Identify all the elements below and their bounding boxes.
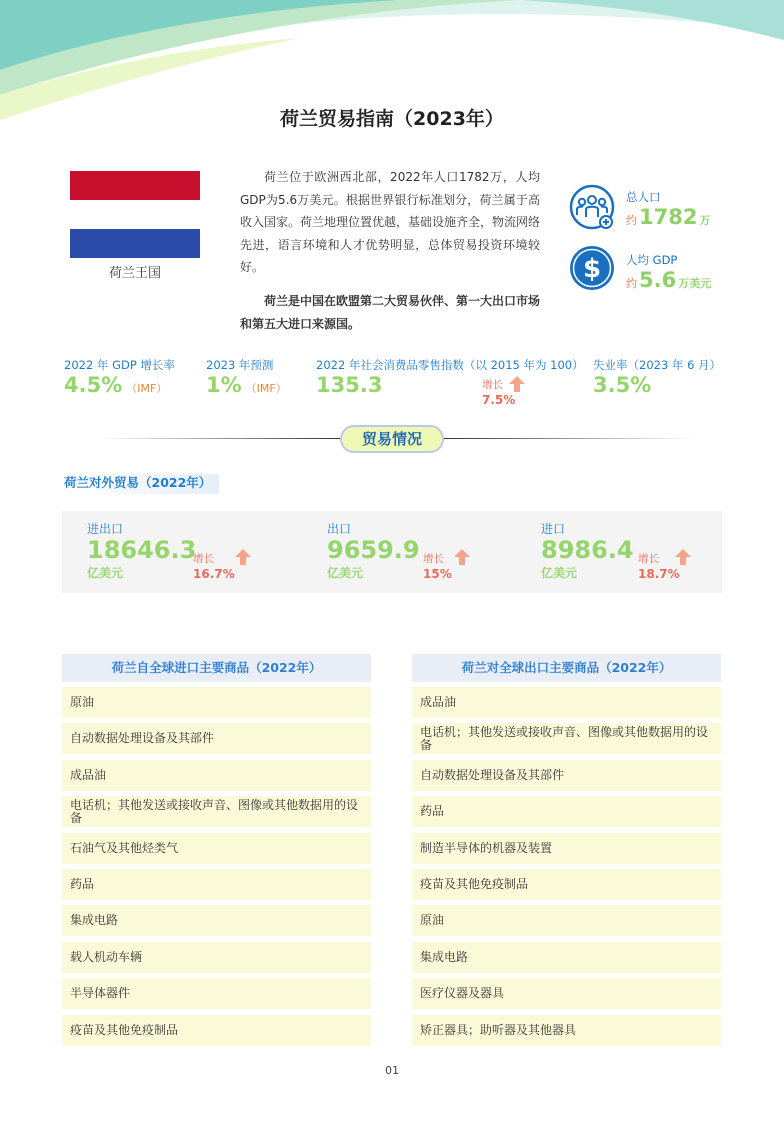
trade-import-growth-value: 18.7% <box>638 567 680 581</box>
trade-import-growth-label: 增长 <box>638 553 659 565</box>
trade-total-growth-label: 增长 <box>193 553 214 565</box>
imports-table-title: 荷兰自全球进口主要商品（2022年） <box>62 654 371 682</box>
kpi-forecast-value <box>206 373 287 397</box>
kpi-retail-growth-value: 7.5% <box>482 393 516 407</box>
trade-export-growth-value: 15% <box>423 567 452 581</box>
gdp-unit: 万美元 <box>678 277 712 290</box>
table-row: 集成电路 <box>412 942 721 973</box>
divider-right <box>444 438 694 439</box>
trade-export-label: 出口 <box>327 522 352 536</box>
exports-table <box>412 654 721 1051</box>
kpi-unemployment-label: 失业率（2023 年 6 月） <box>593 358 722 372</box>
imports-table <box>62 654 371 1051</box>
table-row: 成品油 <box>62 760 371 791</box>
table-row: 药品 <box>412 796 721 827</box>
arrow-up-icon <box>234 548 252 566</box>
trade-total-label: 进出口 <box>87 522 124 536</box>
trade-total-value: 18646.3 <box>87 536 197 564</box>
arrow-up-icon <box>453 548 471 566</box>
kpi-forecast-label: 2023 年预测 <box>206 358 274 372</box>
kpi-unemployment-value: 3.5% <box>593 373 652 397</box>
svg-text:$: $ <box>582 254 602 284</box>
table-row: 自动数据处理设备及其部件 <box>412 760 721 791</box>
page-title: 荷兰贸易指南（2023年） <box>280 108 504 130</box>
kpi-retail-growth-label: 增长 <box>482 379 503 391</box>
people-icon <box>568 183 616 231</box>
flag-caption: 荷兰王国 <box>108 266 161 281</box>
kpi-forecast-number: 1% <box>206 373 242 397</box>
table-row: 药品 <box>62 869 371 900</box>
kpi-retail-index-label: 2022 年社会消费品零售指数（以 2015 年为 100） <box>316 358 584 372</box>
table-row: 半导体器件 <box>62 978 371 1009</box>
table-row: 载人机动车辆 <box>62 942 371 973</box>
population-unit: 万 <box>699 214 711 227</box>
kpi-forecast-source: （IMF） <box>245 382 287 395</box>
population-prefix: 约 <box>626 214 637 227</box>
trade-export-value: 9659.9 <box>327 536 420 564</box>
trade-export-unit: 亿美元 <box>327 566 364 580</box>
flag-stripe-blue <box>70 229 200 258</box>
arrow-up-icon <box>508 375 526 393</box>
table-row: 电话机；其他发送或接收声音、图像或其他数据用的设备 <box>62 796 371 827</box>
trade-export-growth-label: 增长 <box>423 553 444 565</box>
divider-left <box>100 438 340 439</box>
table-row: 矫正器具；助听器及其他器具 <box>412 1015 721 1046</box>
table-row: 原油 <box>412 905 721 936</box>
trade-heading: 荷兰对外贸易（2022年） <box>62 474 219 494</box>
kpi-gdp-growth-number: 4.5% <box>64 373 123 397</box>
table-row: 医疗仪器及器具 <box>412 978 721 1009</box>
table-row: 制造半导体的机器及装置 <box>412 833 721 864</box>
gdp-value: 5.6 <box>639 268 677 292</box>
netherlands-flag <box>70 171 200 258</box>
intro-bold-paragraph: 荷兰是中国在欧盟第二大贸易伙伴、第一大出口市场和第五大进口来源国。 <box>240 294 541 331</box>
table-row: 原油 <box>62 687 371 718</box>
table-row: 石油气及其他烃类气 <box>62 833 371 864</box>
gdp-label: 人均 GDP <box>626 253 678 267</box>
table-row: 电话机；其他发送或接收声音、图像或其他数据用的设备 <box>412 723 721 754</box>
kpi-gdp-growth-value <box>64 373 167 397</box>
kpi-retail-index-value: 135.3 <box>316 373 383 397</box>
gdp-prefix: 约 <box>626 277 637 290</box>
arrow-up-icon <box>674 548 692 566</box>
trade-total-growth-value: 16.7% <box>193 567 235 581</box>
table-row: 集成电路 <box>62 905 371 936</box>
gdp-value-line <box>626 268 711 292</box>
intro-paragraph: 荷兰位于欧洲西北部，2022年人口1782万，人均GDP为5.6万美元。根据世界银行标准划分，荷兰属于高收入国家。荷兰地理位置优越，基础设施齐全，物流网络先进，语言环境和人才优势明显，总体贸易投资环境较好。 <box>240 170 541 274</box>
population-label: 总人口 <box>626 190 661 204</box>
kpi-gdp-growth-label: 2022 年 GDP 增长率 <box>64 358 175 372</box>
trade-import-unit: 亿美元 <box>541 566 578 580</box>
trade-total-unit: 亿美元 <box>87 566 124 580</box>
flag-stripe-white <box>70 200 200 229</box>
population-value-line <box>626 205 710 229</box>
page-number: 01 <box>385 1064 399 1077</box>
table-row: 自动数据处理设备及其部件 <box>62 723 371 754</box>
table-row: 成品油 <box>412 687 721 718</box>
flag-stripe-red <box>70 171 200 200</box>
dollar-icon <box>568 244 616 292</box>
trade-import-label: 进口 <box>541 522 566 536</box>
exports-table-title: 荷兰对全球出口主要商品（2022年） <box>412 654 721 682</box>
population-value: 1782 <box>639 205 698 229</box>
kpi-gdp-growth-source: （IMF） <box>126 382 168 395</box>
section-badge-trade: 贸易情况 <box>340 425 444 453</box>
trade-import-value: 8986.4 <box>541 536 634 564</box>
table-row: 疫苗及其他免疫制品 <box>62 1015 371 1046</box>
table-row: 疫苗及其他免疫制品 <box>412 869 721 900</box>
